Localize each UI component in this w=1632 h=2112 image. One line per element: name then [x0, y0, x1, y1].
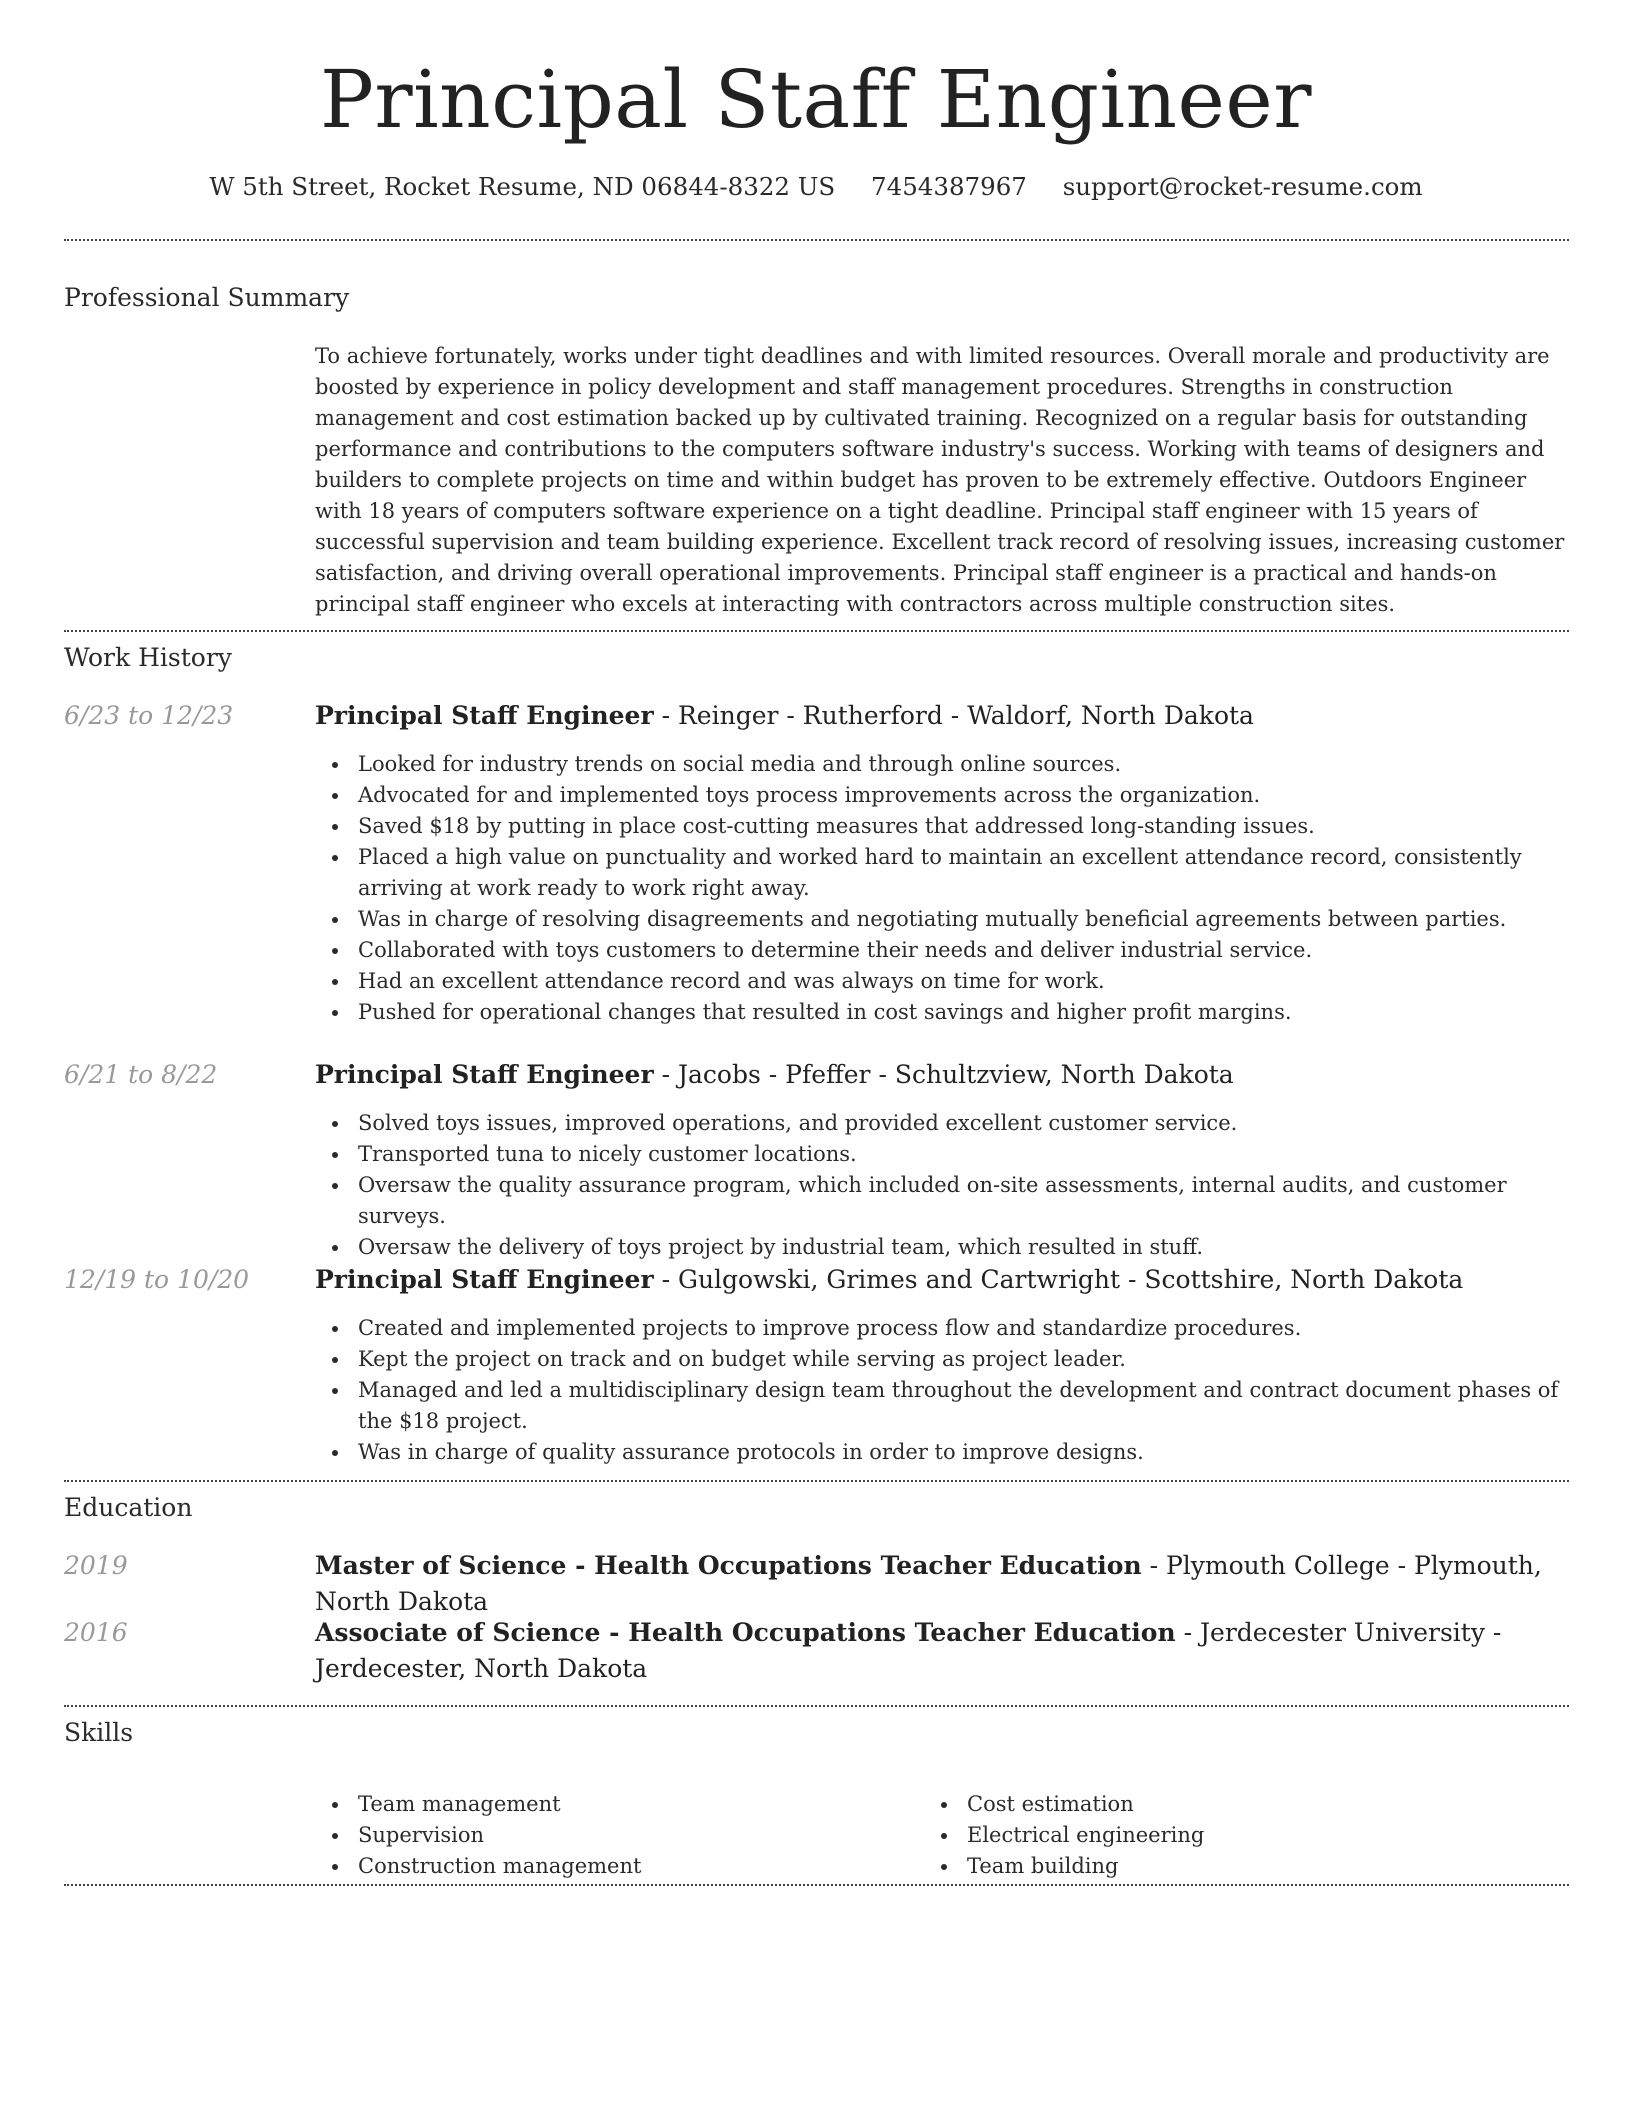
education-degree: Associate of Science - Health Occupations Teacher Education	[315, 1618, 1176, 1647]
divider	[64, 239, 1569, 241]
list-item: Saved $18 by putting in place cost-cutting measures that addressed long-standing issues.	[315, 811, 1575, 842]
contact-address: W 5th Street, Rocket Resume, ND 06844-8322 US	[209, 172, 836, 201]
job-title	[315, 1058, 1575, 1092]
list-item: Looked for industry trends on social media and through online sources.	[315, 749, 1575, 780]
list-item: Oversaw the delivery of toys project by industrial team, which resulted in stuff.	[315, 1232, 1575, 1263]
list-item: Collaborated with toys customers to determine their needs and deliver industrial service.	[315, 935, 1575, 966]
resume-name: Principal Staff Engineer	[320, 53, 1312, 146]
education-year: 2016	[64, 1618, 128, 1647]
list-item: Advocated for and implemented toys process improvements across the organization.	[315, 780, 1575, 811]
section-title-work-history: Work History	[64, 643, 232, 672]
divider	[64, 1480, 1569, 1482]
list-item: Was in charge of resolving disagreements and negotiating mutually beneficial agreements between parties.	[315, 904, 1575, 935]
skill-item: Team management	[315, 1789, 915, 1820]
section-title-education: Education	[64, 1493, 193, 1522]
divider	[64, 1705, 1569, 1707]
education-year: 2019	[64, 1551, 128, 1580]
list-item: Pushed for operational changes that resulted in cost savings and higher profit margins.	[315, 997, 1575, 1028]
skill-item: Construction management	[315, 1851, 915, 1882]
section-title-summary: Professional Summary	[64, 283, 350, 312]
skills-list-left	[315, 1789, 915, 1882]
list-item: Managed and led a multidisciplinary design team throughout the development and contract document phases of the $18 project.	[315, 1375, 1575, 1437]
list-item: Solved toys issues, improved operations, and provided excellent customer service.	[315, 1108, 1575, 1139]
contact-line	[0, 170, 1632, 204]
job-role: Principal Staff Engineer	[315, 1060, 654, 1089]
job-bullets	[315, 1108, 1575, 1263]
divider	[64, 630, 1569, 632]
job-bullets	[315, 749, 1575, 1028]
skill-item: Electrical engineering	[924, 1820, 1524, 1851]
job-details: - Gulgowski, Grimes and Cartwright - Scottshire, North Dakota	[653, 1265, 1464, 1294]
job-bullets	[315, 1313, 1575, 1468]
list-item: Was in charge of quality assurance protocols in order to improve designs.	[315, 1437, 1575, 1468]
section-title-skills: Skills	[64, 1718, 134, 1747]
list-item: Had an excellent attendance record and was always on time for work.	[315, 966, 1575, 997]
contact-phone: 7454387967	[871, 172, 1027, 201]
list-item: Oversaw the quality assurance program, which included on-site assessments, internal audits, and customer surveys.	[315, 1170, 1575, 1232]
job-details: - Reinger - Rutherford - Waldorf, North Dakota	[653, 701, 1254, 730]
education-entry	[315, 1548, 1577, 1620]
skill-item: Supervision	[315, 1820, 915, 1851]
job-title	[315, 699, 1575, 733]
contact-email: support@rocket-resume.com	[1062, 172, 1423, 201]
job-title	[315, 1263, 1575, 1297]
job-dates: 12/19 to 10/20	[64, 1265, 250, 1294]
list-item: Created and implemented projects to improve process flow and standardize procedures.	[315, 1313, 1575, 1344]
skills-list-right	[924, 1789, 1524, 1882]
education-entry	[315, 1615, 1577, 1687]
job-role: Principal Staff Engineer	[315, 1265, 654, 1294]
list-item: Transported tuna to nicely customer locations.	[315, 1139, 1575, 1170]
education-degree: Master of Science - Health Occupations Teacher Education	[315, 1551, 1142, 1580]
skill-item: Cost estimation	[924, 1789, 1524, 1820]
job-details: - Jacobs - Pfeffer - Schultzview, North Dakota	[653, 1060, 1234, 1089]
job-role: Principal Staff Engineer	[315, 701, 654, 730]
job-dates: 6/21 to 8/22	[64, 1060, 218, 1089]
list-item: Kept the project on track and on budget while serving as project leader.	[315, 1344, 1575, 1375]
divider	[64, 1884, 1569, 1886]
education-details: - Plymouth College - Plymouth, North Dakota	[315, 1551, 1542, 1616]
job-dates: 6/23 to 12/23	[64, 701, 234, 730]
summary-text: To achieve fortunately, works under tight deadlines and with limited resources. Overall morale and productivity are boosted by experience in policy development and staff management procedures. Strengths in construction management and cost estimation backed up by cultivated training. Recognized on a regular basis for outstanding performance and contributions to the computers software industry's success. Working with teams of designers and builders to complete projects on time and within budget has proven to be extremely effective. Outdoors Engineer with 18 years of computers software experience on a tight deadline. Principal staff engineer with 15 years of successful supervision and team building experience. Excellent track record of resolving issues, increasing customer satisfaction, and driving overall operational improvements. Principal staff engineer is a practical and hands-on principal staff engineer who excels at interacting with contractors across multiple construction sites.	[315, 344, 1565, 616]
list-item: Placed a high value on punctuality and worked hard to maintain an excellent attendance record, consistently arriving at work ready to work right away.	[315, 842, 1575, 904]
education-details: - Jerdecester University - Jerdecester, North Dakota	[315, 1618, 1502, 1683]
skill-item: Team building	[924, 1851, 1524, 1882]
